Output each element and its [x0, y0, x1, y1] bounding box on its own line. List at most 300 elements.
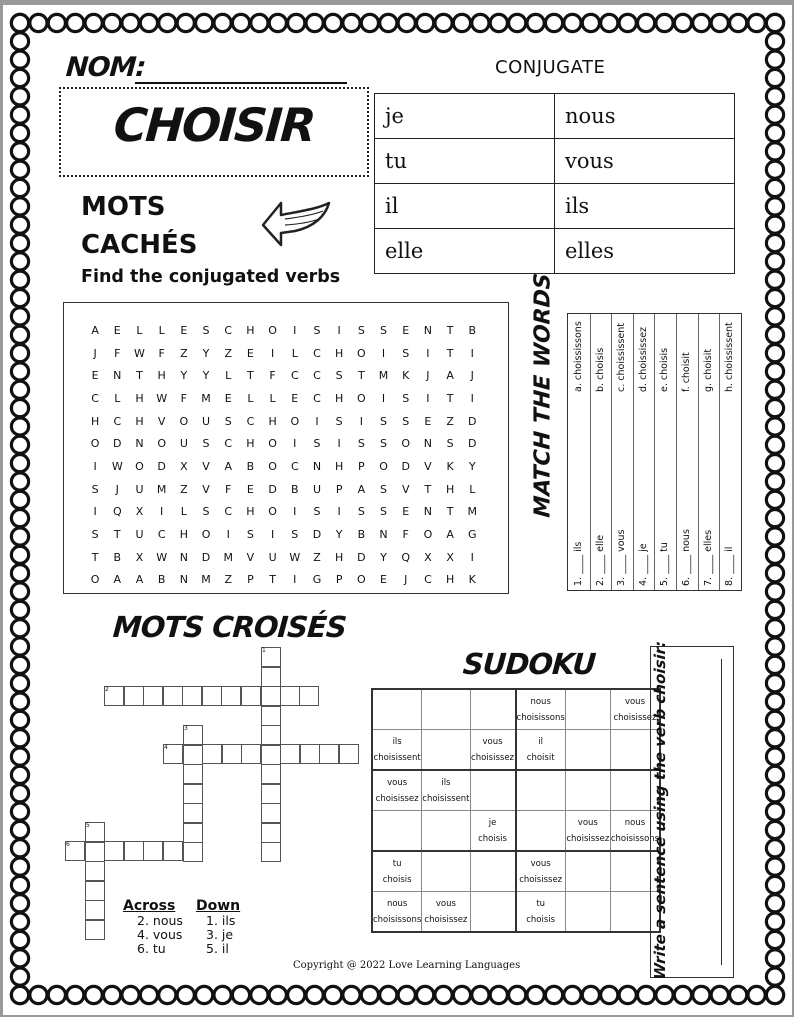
word-search-letter[interactable]: M — [201, 391, 211, 405]
sudoku-cell[interactable] — [422, 851, 470, 892]
word-search-letter[interactable]: Q — [112, 505, 122, 519]
crossword-cell[interactable] — [261, 667, 281, 687]
word-search-letter[interactable]: B — [468, 323, 477, 337]
word-search-letter[interactable]: I — [381, 391, 386, 405]
word-search-letter[interactable]: K — [446, 459, 454, 473]
word-search-letter[interactable]: Y — [468, 459, 476, 473]
word-search-letter[interactable]: F — [114, 346, 121, 360]
word-search-letter[interactable]: I — [293, 505, 297, 519]
word-search-letter[interactable]: S — [202, 437, 210, 451]
word-search-letter[interactable]: P — [335, 573, 343, 587]
sudoku-cell[interactable] — [422, 811, 470, 852]
border-loop — [251, 14, 268, 31]
word-search-letter[interactable]: D — [468, 437, 477, 451]
crossword-cell[interactable] — [183, 803, 203, 823]
word-search-letter[interactable]: F — [180, 391, 187, 405]
word-search-letter[interactable]: U — [135, 528, 144, 542]
word-search-letter[interactable]: Y — [202, 369, 210, 383]
word-search-letter[interactable]: V — [246, 550, 255, 564]
word-search-letter[interactable]: N — [379, 528, 388, 542]
word-search-letter[interactable]: U — [135, 482, 144, 496]
word-search-letter[interactable]: S — [91, 482, 99, 496]
word-search-letter[interactable]: L — [225, 369, 232, 383]
word-search-letter[interactable]: D — [268, 482, 277, 496]
crossword-cell[interactable] — [261, 745, 281, 765]
crossword-cell[interactable] — [261, 823, 281, 843]
word-search-letter[interactable]: C — [313, 369, 321, 383]
word-search-letter[interactable]: C — [224, 505, 233, 519]
word-search-letter[interactable]: E — [424, 414, 432, 428]
word-search-letter[interactable]: H — [335, 391, 344, 405]
word-search-letter[interactable]: C — [313, 346, 321, 360]
word-search-letter[interactable]: S — [246, 528, 254, 542]
word-search-letter[interactable]: D — [157, 459, 166, 473]
word-search-letter[interactable]: L — [469, 482, 476, 496]
word-search-letter[interactable]: E — [246, 482, 254, 496]
word-search-letter[interactable]: F — [269, 369, 276, 383]
word-search-letter[interactable]: S — [402, 391, 410, 405]
word-search-letter[interactable]: T — [269, 573, 276, 587]
crossword-cell[interactable] — [124, 686, 144, 706]
word-search-letter[interactable]: O — [357, 346, 366, 360]
pronoun-cell[interactable]: tu — [375, 139, 555, 184]
word-search-letter[interactable]: N — [179, 550, 188, 564]
word-search-letter[interactable]: I — [337, 437, 341, 451]
word-search-letter[interactable]: I — [381, 346, 386, 360]
word-search-letter[interactable]: P — [358, 459, 365, 473]
word-search-letter[interactable]: S — [313, 437, 321, 451]
border-loop — [67, 14, 84, 31]
word-search-letter[interactable]: O — [379, 459, 388, 473]
match-pronoun[interactable]: 8. ____ il — [724, 546, 736, 586]
word-search-letter[interactable]: O — [135, 459, 144, 473]
crossword-cell[interactable] — [143, 841, 163, 861]
word-search-letter[interactable]: Q — [401, 550, 411, 564]
word-search-letter[interactable]: O — [201, 528, 211, 542]
word-search-letter[interactable]: Z — [313, 550, 321, 564]
crossword-cell[interactable] — [124, 841, 144, 861]
word-search-letter[interactable]: S — [202, 323, 210, 337]
word-search-letter[interactable]: H — [335, 346, 344, 360]
name-blank-line[interactable] — [135, 82, 347, 84]
crossword-cell[interactable] — [183, 823, 203, 843]
word-search-letter[interactable]: V — [202, 482, 210, 496]
word-search-letter[interactable]: I — [337, 505, 341, 519]
word-search-letter[interactable]: D — [312, 528, 322, 542]
word-search-letter[interactable]: O — [357, 573, 366, 587]
word-search-letter[interactable]: I — [470, 391, 474, 405]
word-search-letter[interactable]: C — [91, 391, 99, 405]
crossword-cell[interactable] — [183, 784, 203, 804]
word-search-letter[interactable]: O — [179, 414, 189, 428]
word-search-letter[interactable]: O — [290, 414, 300, 428]
crossword-cell[interactable] — [85, 842, 105, 862]
match-pronoun[interactable]: 3. ____ vous — [616, 529, 628, 586]
word-search-letter[interactable]: L — [247, 391, 254, 405]
word-search-letter[interactable]: S — [380, 505, 388, 519]
word-search-letter[interactable]: A — [446, 369, 454, 383]
crossword-cell[interactable] — [202, 686, 222, 706]
pronoun-cell[interactable]: je — [375, 94, 555, 139]
word-search-letter[interactable]: W — [156, 550, 168, 564]
word-search-letter[interactable]: L — [136, 323, 143, 337]
word-search-letter[interactable]: S — [402, 414, 410, 428]
word-search-letter[interactable]: S — [291, 528, 299, 542]
crossword-cell[interactable] — [104, 841, 124, 861]
word-search-letter[interactable]: E — [380, 573, 387, 587]
crossword-cell[interactable] — [202, 744, 222, 764]
crossword-cell[interactable] — [85, 920, 105, 940]
crossword-cell[interactable] — [183, 764, 203, 784]
word-search-letter[interactable]: V — [424, 459, 432, 473]
word-search-letter[interactable]: A — [113, 573, 122, 587]
match-pronoun[interactable]: 2. ____ elle — [594, 534, 606, 586]
word-search-letter[interactable]: T — [247, 369, 254, 383]
word-search-letter[interactable]: H — [335, 550, 344, 564]
word-search-letter[interactable]: O — [357, 391, 366, 405]
sudoku-cell[interactable] — [565, 689, 610, 730]
word-search-letter[interactable]: S — [357, 437, 365, 451]
word-search-letter[interactable]: O — [268, 505, 277, 519]
word-search-letter[interactable]: I — [426, 391, 430, 405]
word-search-letter[interactable]: T — [446, 346, 454, 360]
word-search-letter[interactable]: C — [313, 391, 321, 405]
word-search-letter[interactable]: H — [90, 414, 100, 428]
word-search-letter[interactable]: W — [134, 346, 145, 360]
pronoun-cell[interactable]: vous — [555, 139, 735, 184]
word-search-letter[interactable]: S — [313, 505, 321, 519]
word-search-letter[interactable]: O — [157, 437, 166, 451]
word-search-letter[interactable]: Y — [380, 550, 387, 564]
word-search-letter[interactable]: C — [224, 437, 233, 451]
word-search-letter[interactable]: I — [160, 505, 164, 519]
word-search-letter[interactable]: O — [90, 573, 100, 587]
word-search-letter[interactable]: J — [426, 369, 430, 383]
crossword-cell[interactable] — [85, 861, 105, 881]
word-search-letter[interactable]: X — [180, 459, 188, 473]
word-search-letter[interactable]: N — [179, 573, 188, 587]
word-search-letter[interactable]: N — [423, 437, 433, 451]
word-search-letter[interactable]: T — [136, 369, 143, 383]
word-search-letter[interactable]: S — [357, 505, 365, 519]
word-search-letter[interactable]: M — [223, 550, 233, 564]
word-search-letter[interactable]: S — [380, 482, 388, 496]
word-search-letter[interactable]: C — [157, 528, 166, 542]
word-search-letter[interactable]: M — [378, 369, 389, 383]
word-search-letter[interactable]: S — [402, 346, 410, 360]
sudoku-cell[interactable] — [470, 689, 516, 730]
word-search-letter[interactable]: X — [446, 550, 454, 564]
word-search-letter[interactable]: U — [179, 437, 188, 451]
word-search-letter[interactable]: Z — [180, 482, 188, 496]
word-search-letter[interactable]: X — [135, 505, 144, 519]
word-search-letter[interactable]: H — [135, 414, 144, 428]
word-search-letter[interactable]: H — [445, 482, 455, 496]
crossword-cell[interactable] — [261, 706, 281, 726]
word-search-letter[interactable]: E — [113, 323, 121, 337]
word-search-letter[interactable]: E — [402, 505, 410, 519]
sudoku-cell[interactable] — [565, 770, 610, 811]
word-search-letter[interactable]: X — [135, 550, 144, 564]
word-search-letter[interactable]: D — [357, 550, 366, 564]
word-search-letter[interactable]: L — [158, 323, 165, 337]
word-search-letter[interactable]: M — [201, 573, 211, 587]
word-search-letter[interactable]: S — [446, 437, 454, 451]
sudoku-cell[interactable] — [565, 892, 610, 933]
word-search-letter[interactable]: E — [91, 369, 99, 383]
word-search-letter[interactable]: S — [224, 414, 232, 428]
word-search-letter[interactable]: A — [446, 528, 454, 542]
word-search-letter[interactable]: E — [224, 391, 232, 405]
word-search-letter[interactable]: F — [225, 482, 232, 496]
sudoku-cell[interactable] — [470, 892, 516, 933]
pronoun-cell[interactable]: nous — [555, 94, 735, 139]
word-search-letter[interactable]: J — [115, 482, 119, 496]
word-search-letter[interactable]: S — [202, 505, 210, 519]
word-search-letter[interactable]: H — [268, 414, 277, 428]
word-search-letter[interactable]: N — [312, 459, 322, 473]
word-search-letter[interactable]: I — [337, 323, 341, 337]
word-search-letter[interactable]: S — [380, 414, 388, 428]
sudoku-cell[interactable] — [565, 730, 610, 771]
word-search-letter[interactable]: I — [293, 323, 297, 337]
crossword-cell[interactable] — [241, 686, 261, 706]
word-search-letter[interactable]: Y — [335, 528, 343, 542]
sudoku-cell[interactable] — [516, 811, 566, 852]
word-search-letter[interactable]: I — [270, 346, 275, 360]
word-search-letter[interactable]: I — [270, 528, 275, 542]
match-pronoun[interactable]: 5. ____ tu — [659, 542, 671, 586]
word-search-letter[interactable]: L — [269, 391, 276, 405]
crossword-cell[interactable] — [183, 745, 203, 765]
word-search-letter[interactable]: I — [359, 414, 363, 428]
crossword-cell[interactable] — [85, 881, 105, 901]
word-search-letter[interactable]: I — [226, 528, 230, 542]
word-search-letter[interactable]: Y — [180, 369, 188, 383]
sudoku-cell[interactable] — [470, 851, 516, 892]
crossword-cell[interactable] — [221, 686, 241, 706]
word-search-letter[interactable]: V — [157, 414, 166, 428]
word-search-letter[interactable]: L — [180, 505, 187, 519]
word-search-letter[interactable]: J — [470, 369, 474, 383]
border-loop — [11, 234, 28, 251]
crossword-cell[interactable] — [319, 744, 339, 764]
word-search-letter[interactable]: J — [93, 346, 97, 360]
word-search-letter[interactable]: N — [423, 323, 433, 337]
word-search-letter[interactable]: G — [312, 573, 322, 587]
crossword-cell[interactable] — [163, 841, 183, 861]
crossword-cell[interactable] — [222, 744, 242, 764]
word-search-letter[interactable]: K — [468, 573, 476, 587]
word-search-letter[interactable]: T — [357, 369, 365, 383]
word-search-letter[interactable]: C — [290, 459, 299, 473]
match-pronoun[interactable]: 1. ____ ils — [573, 541, 584, 586]
crossword-cell[interactable] — [280, 744, 300, 764]
word-search-letter[interactable]: S — [313, 323, 321, 337]
crossword-cell[interactable] — [183, 842, 203, 862]
crossword-cell[interactable] — [339, 744, 359, 764]
word-search-letter[interactable]: V — [401, 482, 410, 496]
word-search-letter[interactable]: T — [113, 528, 121, 542]
word-search-letter[interactable]: U — [312, 482, 321, 496]
word-search-letter[interactable]: V — [202, 459, 210, 473]
border-loop — [766, 675, 783, 692]
crossword-cell[interactable] — [280, 686, 300, 706]
word-search-letter[interactable]: H — [157, 369, 166, 383]
word-search-letter[interactable]: T — [446, 505, 454, 519]
word-search-letter[interactable]: W — [111, 459, 123, 473]
word-search-letter[interactable]: D — [468, 414, 477, 428]
word-search-letter[interactable]: U — [202, 414, 211, 428]
word-search-letter[interactable]: I — [470, 346, 474, 360]
word-search-letter[interactable]: D — [201, 550, 211, 564]
word-search-letter[interactable]: E — [246, 346, 254, 360]
word-search-letter[interactable]: F — [158, 346, 165, 360]
word-search-letter[interactable]: X — [424, 550, 432, 564]
word-search-letter[interactable]: H — [445, 573, 455, 587]
match-pronoun[interactable]: 6. ____ nous — [681, 529, 692, 586]
word-search-letter[interactable]: N — [135, 437, 144, 451]
border-loop — [509, 14, 526, 31]
word-search-letter[interactable]: Z — [224, 346, 232, 360]
crossword-cell[interactable] — [261, 725, 281, 745]
word-search-letter[interactable]: H — [135, 391, 144, 405]
crossword-cell[interactable] — [241, 744, 261, 764]
word-search-letter[interactable]: M — [467, 505, 478, 519]
word-search-letter[interactable]: B — [113, 550, 122, 564]
word-search-letter[interactable]: D — [113, 437, 122, 451]
pronoun-cell[interactable]: elle — [375, 229, 555, 274]
word-search-letter[interactable]: S — [335, 414, 343, 428]
word-search-letter[interactable]: T — [446, 391, 454, 405]
word-search-letter[interactable]: P — [335, 482, 343, 496]
sudoku-cell[interactable] — [470, 770, 516, 811]
word-search-letter[interactable]: L — [291, 346, 298, 360]
word-search-letter[interactable]: T — [424, 482, 432, 496]
word-search-letter[interactable]: S — [380, 323, 388, 337]
word-search-letter[interactable]: U — [268, 550, 277, 564]
word-search-letter[interactable]: K — [402, 369, 410, 383]
word-search-letter[interactable]: H — [335, 459, 344, 473]
word-search-letter[interactable]: H — [246, 505, 255, 519]
word-search-letter[interactable]: J — [404, 573, 408, 587]
word-search-letter[interactable]: Z — [446, 414, 454, 428]
word-search-letter[interactable]: Z — [180, 346, 188, 360]
word-search-letter[interactable]: S — [91, 528, 99, 542]
word-search-letter[interactable]: T — [446, 323, 454, 337]
sudoku-cell[interactable] — [565, 851, 610, 892]
word-search-letter[interactable]: C — [290, 369, 299, 383]
write-sentence-line[interactable] — [721, 659, 722, 965]
crossword-cell[interactable] — [143, 686, 163, 706]
word-search-letter[interactable]: O — [268, 323, 277, 337]
word-search-letter[interactable]: C — [113, 414, 122, 428]
word-search-letter[interactable]: I — [93, 459, 97, 473]
crossword-cell[interactable] — [261, 842, 281, 862]
word-search-letter[interactable]: S — [380, 437, 388, 451]
crossword-cell[interactable] — [85, 900, 105, 920]
word-search-letter[interactable]: E — [180, 323, 188, 337]
crossword-cell[interactable] — [300, 744, 320, 764]
clues-across — [123, 898, 183, 956]
word-search-letter[interactable]: C — [246, 414, 255, 428]
crossword-cell[interactable] — [299, 686, 319, 706]
word-search-letter[interactable]: D — [401, 459, 410, 473]
pronoun-cell[interactable]: il — [375, 184, 555, 229]
word-search-row — [84, 501, 483, 524]
crossword-cell[interactable] — [182, 686, 202, 706]
word-search-letter[interactable]: H — [246, 437, 255, 451]
word-search-letter[interactable]: B — [246, 459, 255, 473]
word-search-letter[interactable]: I — [315, 414, 319, 428]
word-search-letter[interactable]: O — [268, 437, 277, 451]
word-search-letter[interactable]: W — [156, 391, 168, 405]
sudoku-cell[interactable] — [422, 730, 470, 771]
word-search-letter[interactable]: S — [357, 323, 365, 337]
word-search-letter[interactable]: L — [114, 391, 121, 405]
pronoun-cell[interactable]: ils — [555, 184, 735, 229]
word-search-letter[interactable]: B — [291, 482, 299, 496]
word-search-letter[interactable]: H — [179, 528, 188, 542]
pronoun-cell[interactable]: elles — [555, 229, 735, 274]
word-search-letter[interactable]: I — [93, 505, 97, 519]
word-search-letter[interactable]: O — [423, 528, 433, 542]
word-search-letter[interactable]: O — [268, 459, 277, 473]
match-pronoun[interactable]: 4. ____ je — [637, 543, 649, 586]
word-search-letter[interactable]: A — [91, 323, 99, 337]
word-search-letter[interactable]: T — [91, 550, 99, 564]
sudoku-cell[interactable] — [372, 689, 422, 730]
word-search-letter[interactable]: N — [423, 505, 433, 519]
sudoku-cell[interactable] — [516, 770, 566, 811]
word-search-letter[interactable]: A — [357, 482, 366, 496]
match-pronoun[interactable]: 7. ____ elles — [702, 529, 714, 586]
word-search-letter[interactable]: I — [293, 573, 297, 587]
word-search-letter[interactable]: W — [289, 550, 301, 564]
word-search-letter[interactable]: G — [468, 528, 477, 542]
word-search-letter[interactable]: I — [426, 346, 430, 360]
word-search-letter[interactable]: E — [291, 391, 299, 405]
word-search-letter[interactable]: I — [470, 550, 474, 564]
word-search-letter[interactable]: P — [247, 573, 254, 587]
word-search-letter[interactable]: S — [335, 369, 343, 383]
crossword-cell[interactable] — [261, 764, 281, 784]
word-search-letter[interactable]: H — [246, 323, 255, 337]
word-search-letter[interactable]: A — [224, 459, 232, 473]
crossword-cell[interactable] — [261, 784, 281, 804]
sudoku-row — [372, 730, 660, 771]
word-search-letter[interactable]: M — [156, 482, 167, 496]
word-search-letter[interactable]: O — [90, 437, 100, 451]
word-search-letter[interactable]: C — [224, 323, 233, 337]
word-search-letter[interactable]: B — [157, 573, 166, 587]
crossword-cell[interactable] — [261, 803, 281, 823]
word-search-letter[interactable]: E — [402, 323, 410, 337]
word-search-letter[interactable]: C — [424, 573, 432, 587]
word-search-letter[interactable]: F — [402, 528, 409, 542]
word-search-letter[interactable]: O — [401, 437, 411, 451]
word-search-letter[interactable]: Y — [202, 346, 210, 360]
word-search-letter[interactable]: N — [113, 369, 122, 383]
sudoku-cell[interactable] — [372, 811, 422, 852]
crossword-cell[interactable] — [261, 686, 281, 706]
crossword-cell[interactable] — [163, 686, 183, 706]
sudoku-cell[interactable] — [422, 689, 470, 730]
word-search-letter[interactable]: I — [293, 437, 297, 451]
word-search-letter[interactable]: A — [135, 573, 144, 587]
word-search-letter[interactable]: B — [357, 528, 366, 542]
word-search-letter[interactable]: Z — [224, 573, 232, 587]
